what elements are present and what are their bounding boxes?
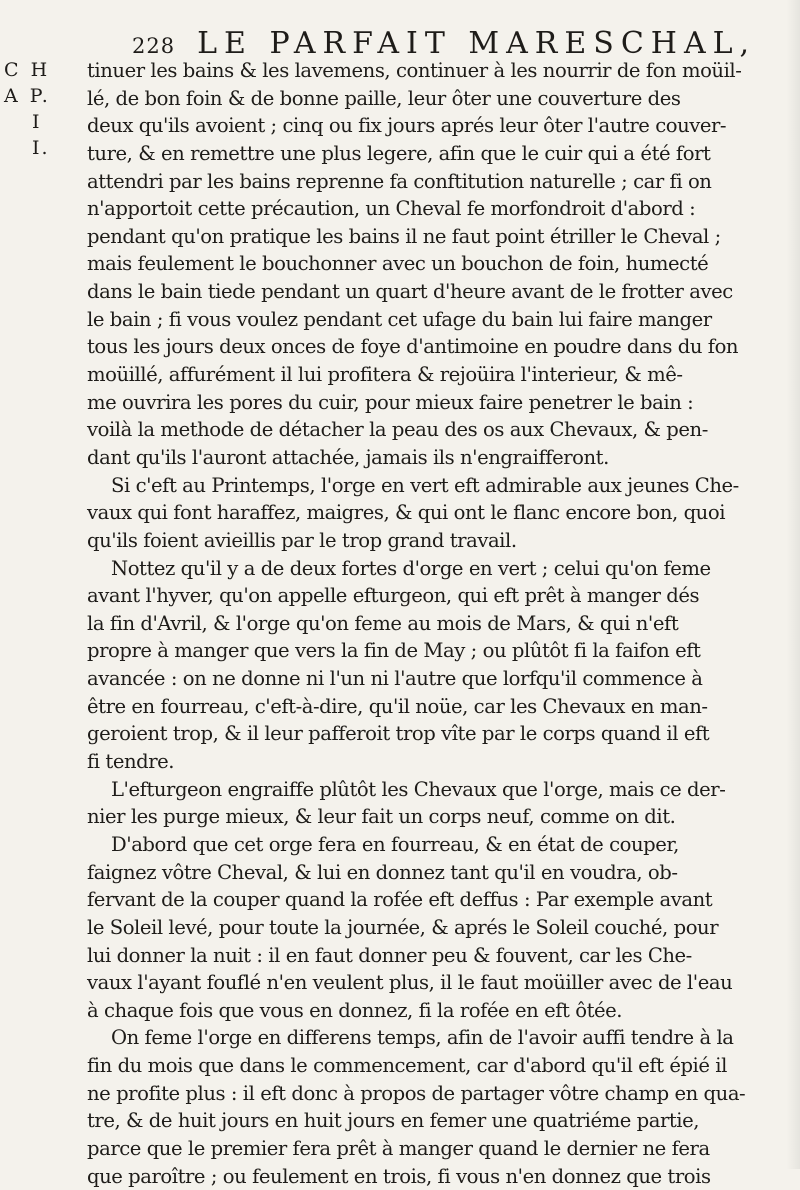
- text-line: avant l'hyver, qu'on appelle efturgeon, qui eft prêt à manger dés: [87, 584, 700, 608]
- text-line: lui donner la nuit : il en faut donner peu & fouvent, car les Che-: [87, 943, 692, 967]
- text-line: ne profite plus : il eft donc à propos de partager vôtre champ en qua-: [87, 1081, 746, 1105]
- text-line: moüillé, affurément il lui profitera & rejoüira l'interieur, & mê-: [87, 363, 683, 387]
- text-line: lé, de bon foin & de bonne paille, leur ôter une couverture des: [87, 86, 681, 110]
- text-line: tous les jours deux onces de foye d'antimoine en poudre dans du fon: [87, 335, 739, 359]
- text-line: propre à manger que vers la fin de May ; ou plûtôt fi la faifon eft: [87, 639, 701, 663]
- text-line: dant qu'ils l'auront attachée, jamais ils n'engraifferont.: [87, 445, 609, 469]
- text-line: Nottez qu'il y a de deux fortes d'orge en vert ; celui qu'on feme: [111, 556, 711, 580]
- chapter-number: I I.: [32, 111, 50, 159]
- text-line: vaux qui font haraffez, maigres, & qui ont le flanc encore bon, quoi: [87, 501, 726, 525]
- text-line: mais feulement le bouchonner avec un bouchon de foin, humecté: [87, 252, 709, 276]
- text-line: faignez vôtre Cheval, & lui en donnez tant qu'il en voudra, ob-: [87, 860, 678, 884]
- text-line: que paroître ; ou feulement en trois, fi vous n'en donnez que trois: [87, 1164, 711, 1188]
- text-line: avancée : on ne donne ni l'un ni l'autre que lorfqu'il commence à: [87, 667, 703, 691]
- text-line: le bain ; fi vous voulez pendant cet ufage du bain lui faire manger: [87, 307, 712, 331]
- running-title: LE PARFAIT MARESCHAL,: [197, 26, 757, 61]
- chapter-label: C H A P.: [4, 59, 51, 107]
- text-line: D'abord que cet orge fera en fourreau, & en état de couper,: [111, 832, 679, 856]
- text-line: voilà la methode de détacher la peau des os aux Chevaux, & pen-: [87, 418, 708, 442]
- page-shadow: [786, 0, 800, 1169]
- page-header: [132, 26, 772, 61]
- text-line: à chaque fois que vous en donnez, fi la rofée en eft ôtée.: [87, 998, 623, 1022]
- text-line: tinuer les bains & les lavemens, continuer à les nourrir de fon moüil-: [87, 59, 742, 82]
- text-line: deux qu'ils avoient ; cinq ou fix jours aprés leur ôter l'autre couver-: [87, 114, 727, 138]
- chapter-margin-note: [4, 57, 64, 161]
- text-line: dans le bain tiede pendant un quart d'heure avant de le frotter avec: [87, 280, 733, 304]
- text-line: On feme l'orge en differens temps, afin de l'avoir auffi tendre à la: [111, 1026, 734, 1050]
- text-line: me ouvrira les pores du cuir, pour mieux faire penetrer le bain :: [87, 390, 694, 414]
- text-line: ture, & en remettre une plus legere, afin que le cuir qui a été fort: [87, 141, 711, 165]
- text-line: tre, & de huit jours en huit jours en femer une quatriéme partie,: [87, 1109, 700, 1133]
- text-line: Si c'eft au Printemps, l'orge en vert eft admirable aux jeunes Che-: [111, 473, 739, 497]
- text-line: fin du mois que dans le commencement, car d'abord qu'il eft épié il: [87, 1054, 727, 1078]
- text-line: attendri par les bains reprenne fa conftitution naturelle ; car fi on: [87, 169, 712, 193]
- page-number: 228: [132, 34, 176, 58]
- text-line: fervant de la couper quand la rofée eft deffus : Par exemple avant: [87, 888, 713, 912]
- text-line: fi tendre.: [87, 750, 175, 774]
- text-line: nier les purge mieux, & leur fait un corps neuf, comme on dit.: [87, 805, 676, 829]
- text-line: pendant qu'on pratique les bains il ne faut point étriller le Cheval ;: [87, 224, 721, 248]
- text-line: la fin d'Avril, & l'orge qu'on feme au mois de Mars, & qui n'eft: [87, 611, 679, 635]
- text-line: vaux l'ayant fouflé n'en veulent plus, il le faut moüiller avec de l'eau: [87, 971, 733, 995]
- text-line: n'apportoit cette précaution, un Cheval fe morfondroit d'abord :: [87, 197, 696, 221]
- text-line: geroient trop, & il leur pafferoit trop vîte par le corps quand il eft: [87, 722, 710, 746]
- text-line: qu'ils foient avieillis par le trop grand travail.: [87, 528, 517, 552]
- text-line: être en fourreau, c'eft-à-dire, qu'il noüe, car les Chevaux en man-: [87, 694, 708, 718]
- body-text: [87, 57, 777, 1190]
- text-line: le Soleil levé, pour toute la journée, & aprés le Soleil couché, pour: [87, 915, 719, 939]
- text-line: L'efturgeon engraiffe plûtôt les Chevaux que l'orge, mais ce der-: [111, 777, 726, 801]
- text-line: parce que le premier fera prêt à manger quand le dernier ne fera: [87, 1136, 710, 1160]
